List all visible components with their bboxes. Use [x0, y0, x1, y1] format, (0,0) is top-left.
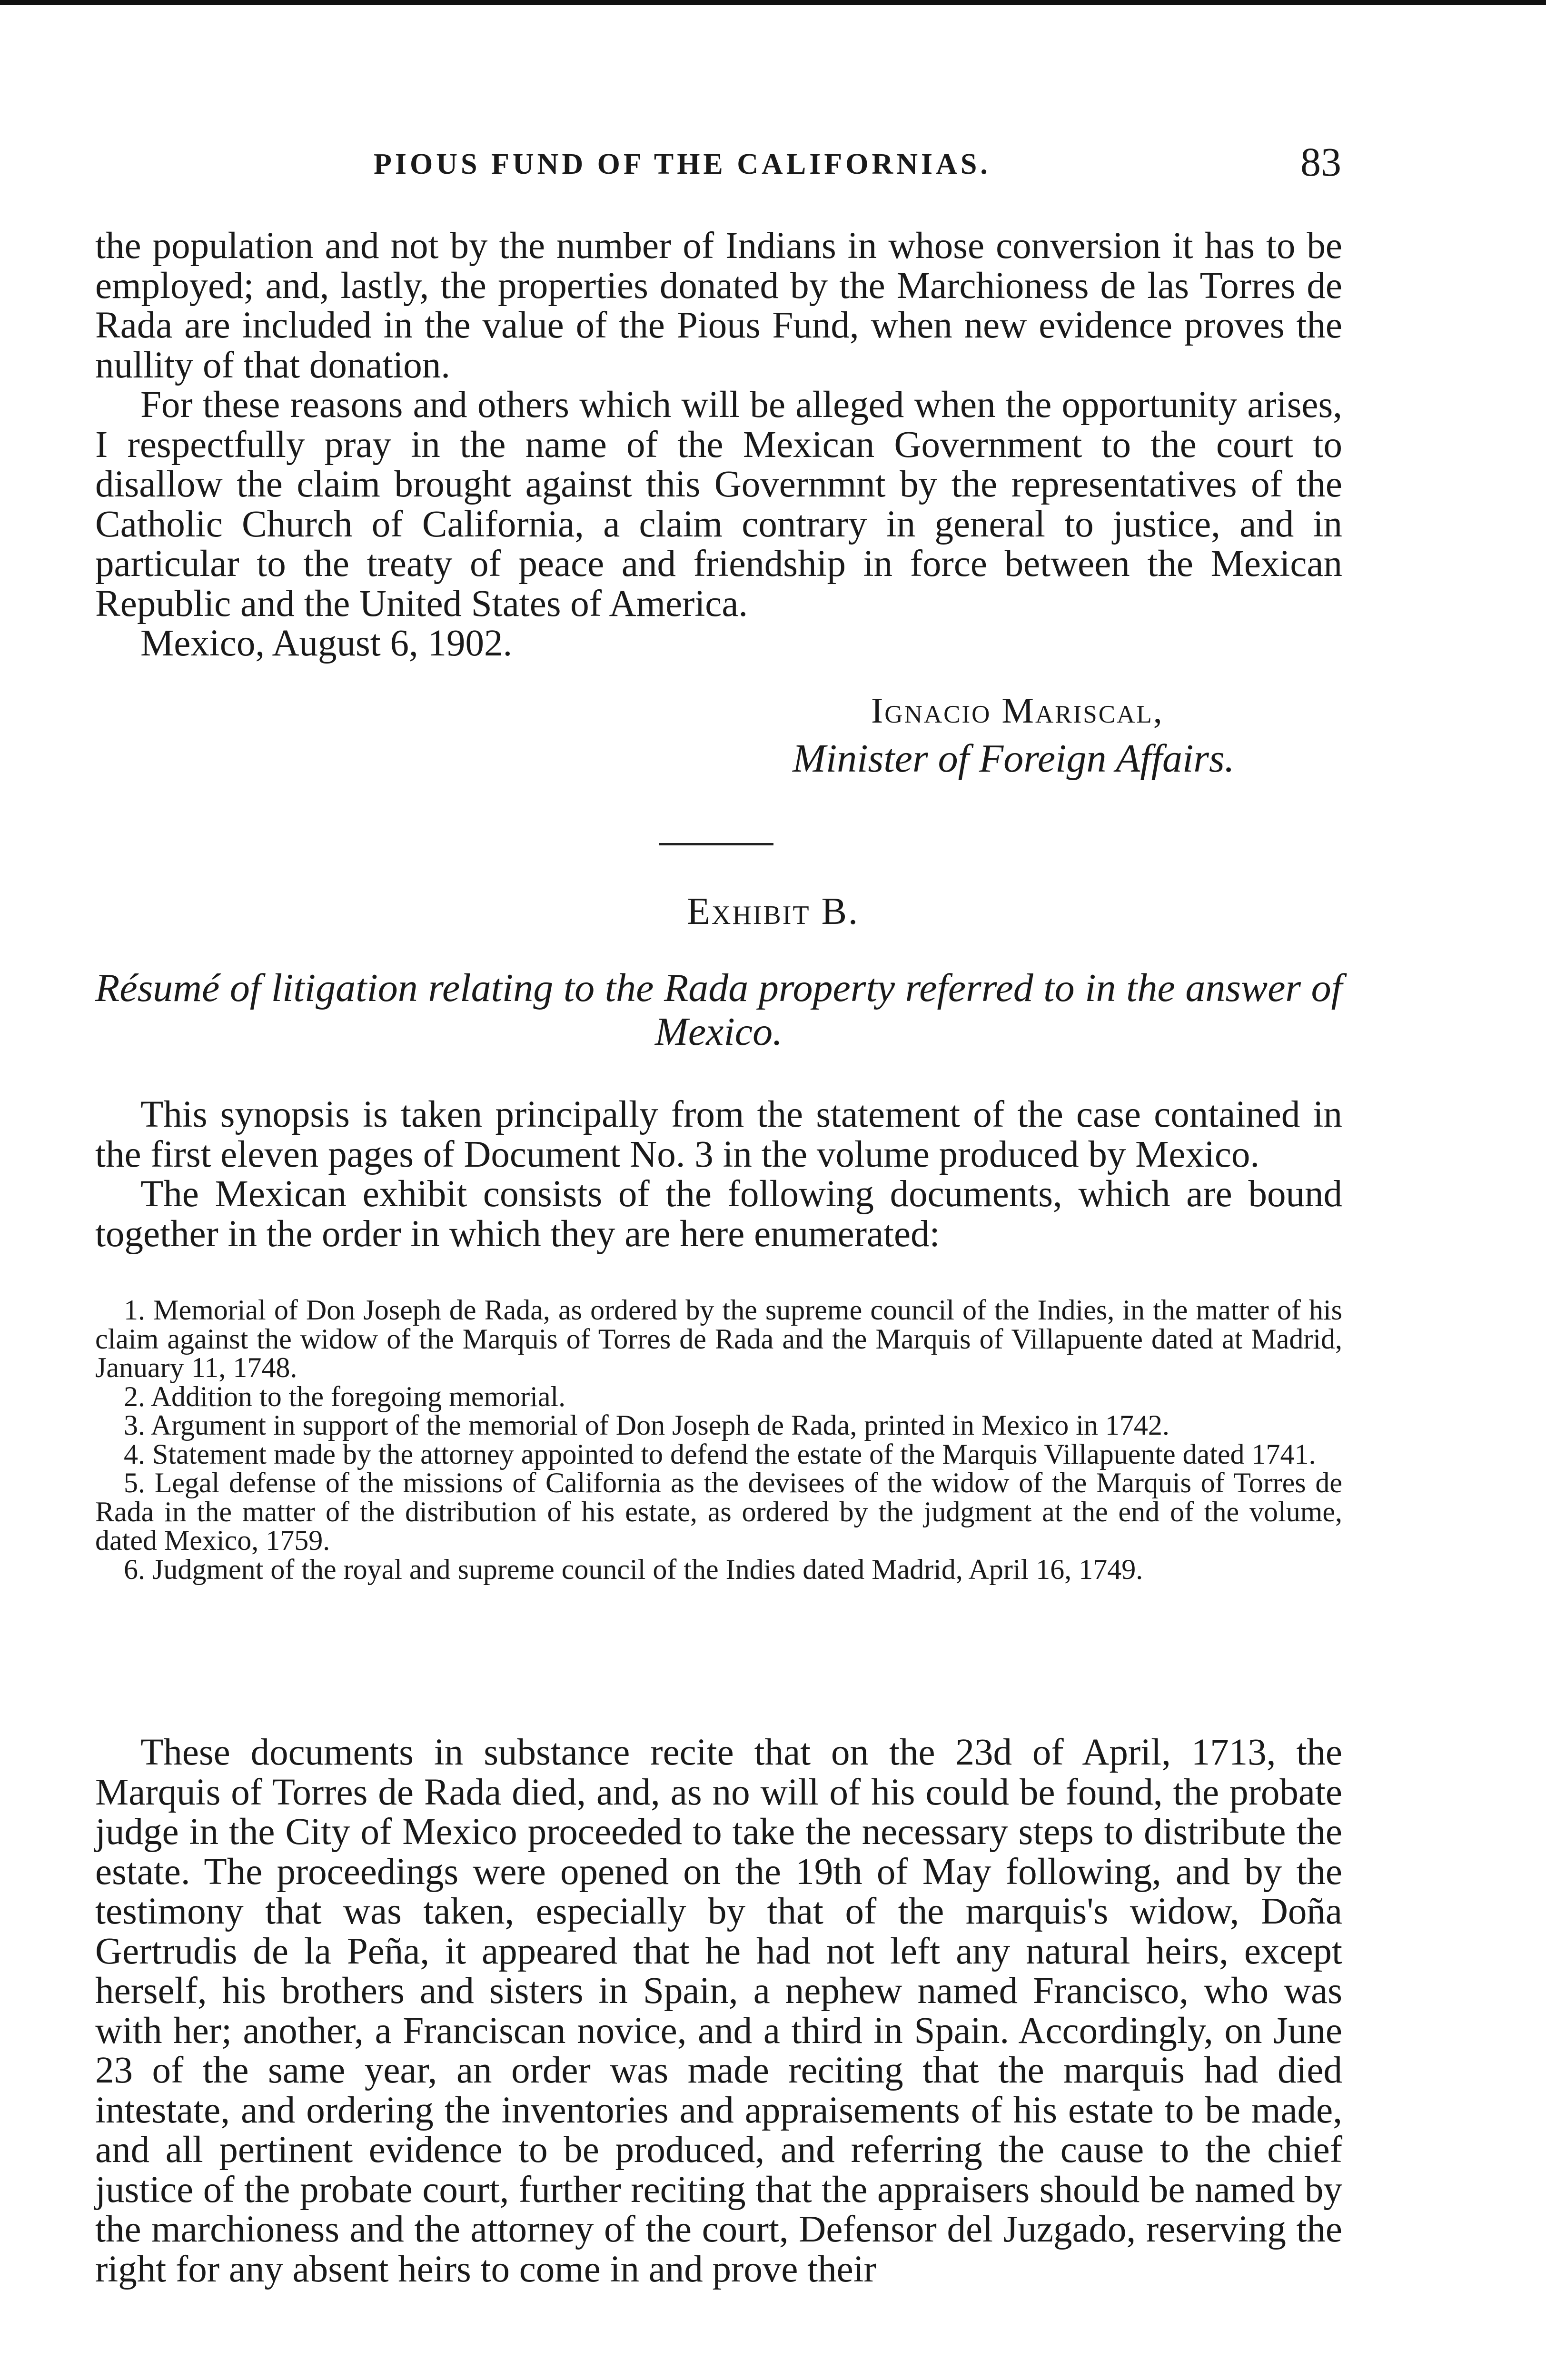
page-number: 83: [1300, 139, 1341, 185]
signature-name: Ignacio Mariscal,: [871, 691, 1164, 731]
paragraph-continuation: the population and not by the number of Indians in whose conversion it has to be employed; and, lastly, the properties donated by the Marchioness de las Torres de Rada are included in the value of the Pious Fund, when new evidence proves the nullity of that donation.: [95, 225, 1342, 386]
closing-text: [95, 1733, 1342, 2289]
list-item: 3. Argument in support of the memorial of Don Joseph de Rada, printed in Mexico in 1742.: [124, 1409, 1169, 1441]
opening-text: [95, 226, 1342, 664]
list-item: 6. Judgment of the royal and supreme council of the Indies dated Madrid, April 16, 1749.: [124, 1553, 1143, 1585]
section-separator: [659, 843, 773, 845]
signature-title: Minister of Foreign Affairs.: [793, 736, 1235, 781]
list-item: 5. Legal defense of the missions of California as the devisees of the widow of the Marquis of Torres de Rada in the matter of the distribution of his estate, as ordered by the judgment at the end of the volume, dated Mexico, 1759.: [95, 1467, 1342, 1556]
paragraph-prayer: For these reasons and others which will be alleged when the opportunity arises, I respectfully pray in the name of the Mexican Government to the court to disallow the claim brought against this Governmnt by the representatives of the Catholic Church of California, a claim contrary in general to justice, and in particular to the treaty of peace and friendship in force between the Mexican Republic and the United States of America.: [95, 384, 1342, 625]
paragraph-exhibit-contents: The Mexican exhibit consists of the following documents, which are bound together in the order in which they are here enumerated:: [95, 1173, 1342, 1255]
list-item: 1. Memorial of Don Joseph de Rada, as ordered by the supreme council of the Indies, in the matter of his claim against the widow of the Marquis of Torres de Rada and the Marquis of Villapuente dated at Madrid, January 11, 1748.: [95, 1294, 1342, 1383]
list-item: 2. Addition to the foregoing memorial.: [124, 1380, 566, 1412]
paragraph-synopsis: This synopsis is taken principally from the statement of the case contained in the first eleven pages of Document No. 3 in the volume produced by Mexico.: [95, 1094, 1342, 1175]
page-header: [95, 138, 1342, 190]
top-border-rule: [0, 0, 1546, 5]
list-item: 4. Statement made by the attorney appointed to defend the estate of the Marquis Villapuente dated 1741.: [124, 1438, 1316, 1470]
document-list: [95, 1296, 1342, 1584]
intro-text: [95, 1095, 1342, 1254]
running-title: PIOUS FUND OF THE CALIFORNIAS.: [374, 148, 991, 180]
exhibit-heading: Exhibit B.: [687, 891, 859, 932]
date-line: Mexico, August 6, 1902.: [140, 623, 513, 664]
paragraph-recital: These documents in substance recite that on the 23d of April, 1713, the Marquis of Torres de Rada died, and, as no will of his could be found, the probate judge in the City of Mexico proceeded to take the necessary steps to distribute the estate. The proceedings were opened on the 19th of May following, and by the testimony that was taken, especially by that of the marquis's widow, Doña Gertrudis de la Peña, it appeared that he had not left any natural heirs, except herself, his brothers and sisters in Spain, a nephew named Francisco, who was with her; another, a Franciscan novice, and a third in Spain. Accordingly, on June 23 of the same year, an order was made reciting that the marquis had died intestate, and ordering the inventories and appraisements of his estate to be made, and all pertinent evidence to be produced, and referring the cause to the chief justice of the probate court, further reciting that the appraisers should be named by the marchioness and the attorney of the court, Defensor del Juzgado, reserving the right for any absent heirs to come in and prove their: [95, 1732, 1342, 2290]
resume-title: Résumé of litigation relating to the Rada property referred to in the answer of Mexico.: [95, 966, 1342, 1054]
